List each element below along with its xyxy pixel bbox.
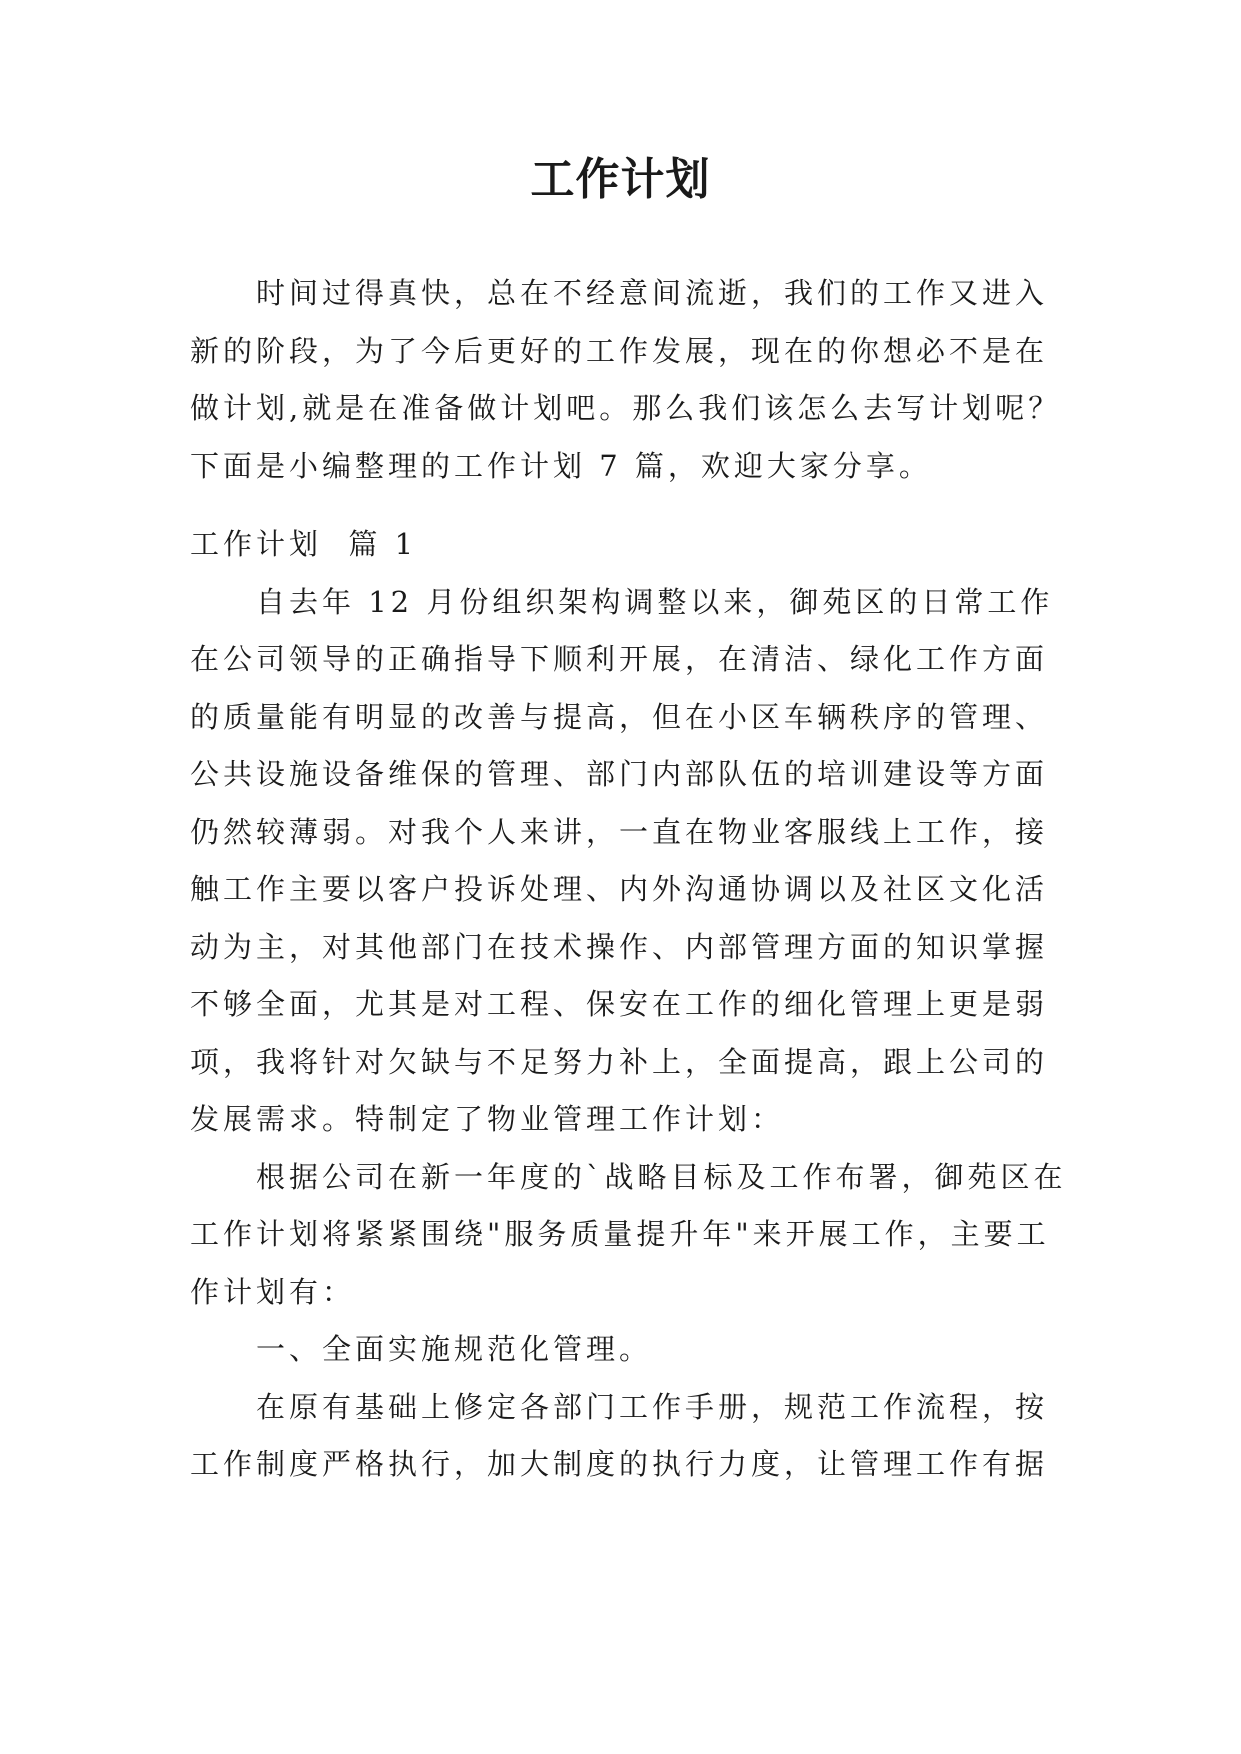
intro-paragraph: 时间过得真快，总在不经意间流逝，我们的工作又进入新的阶段，为了今后更好的工作发展，现在的你想必不是在做计划,就是在准备做计划吧。那么我们该怎么去写计划呢？下面是小编整理的工作计划 7 篇，欢迎大家分享。 [190, 276, 1062, 483]
body-paragraph-1: 自去年 12 月份组织架构调整以来，御苑区的日常工作在公司领导的正确指导下顺利开展，在清洁、绿化工作方面的质量能有明显的改善与提高，但在小区车辆秩序的管理、公共设施设备维保的管理、部门内部队伍的培训建设等方面仍然较薄弱。对我个人来讲，一直在物业客服线上工作，接触工作主要以客户投诉处理、内外沟通协调以及社区文化活动为主，对其他部门在技术操作、内部管理方面的知识掌握不够全面，尤其是对工程、保安在工作的细化管理上更是弱项，我将针对欠缺与不足努力补上，全面提高，跟上公司的发展需求。特制定了物业管理工作计划： [190, 584, 1054, 1136]
body-paragraph-4: 在原有基础上修定各部门工作手册，规范工作流程，按工作制度严格执行，加大制度的执行力度，让管理工作有据 [190, 1389, 1049, 1481]
body-paragraph-3: 一、全面实施规范化管理。 [256, 1332, 653, 1366]
section-heading: 工作计划 篇 1 [190, 527, 418, 561]
intro-block [190, 265, 1070, 495]
section-block [190, 516, 1070, 1494]
document-title: 工作计划 [530, 154, 711, 205]
body-paragraph-2: 根据公司在新一年度的`战略目标及工作布署，御苑区在工作计划将紧紧围绕"服务质量提升年"来开展工作，主要工作计划有： [190, 1159, 1067, 1309]
